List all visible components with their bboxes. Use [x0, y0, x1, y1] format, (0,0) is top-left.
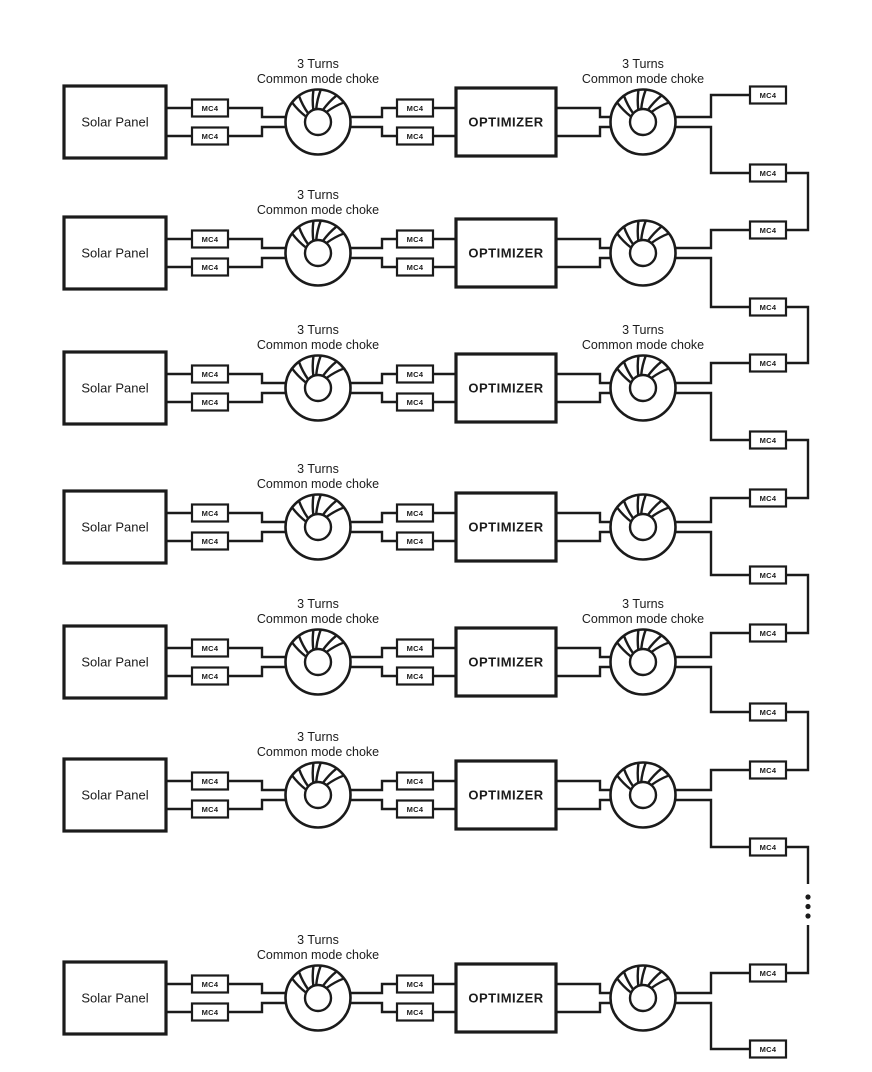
mc4-connector [397, 1004, 433, 1021]
mc4-connector-label: MC4 [201, 132, 219, 141]
mc4-connector-label: MC4 [406, 370, 424, 379]
mc4-connector [192, 231, 228, 248]
choke-winding [313, 90, 314, 110]
mc4-connector [397, 100, 433, 117]
wire-choke-to-bus [672, 95, 750, 117]
mc4-connector [750, 625, 786, 642]
choke-label-turns: 3 Turns [297, 188, 339, 202]
choke-winding [313, 495, 314, 515]
common-mode-choke [611, 356, 676, 421]
common-mode-choke [611, 763, 676, 828]
choke-winding [313, 630, 314, 650]
string-row [64, 57, 750, 173]
mc4-pair-link [786, 173, 808, 230]
mc4-connector-label: MC4 [759, 708, 777, 717]
mc4-connector [397, 231, 433, 248]
common-mode-choke [286, 221, 351, 286]
choke-label-name: Common mode choke [256, 745, 380, 759]
solar-panel-label: Solar Panel [81, 990, 149, 1006]
wire-optimizer-to-choke [556, 258, 614, 267]
wire-choke-to-bus [672, 633, 750, 657]
choke-label-name: Common mode choke [581, 72, 705, 86]
wire-optimizer-to-choke [556, 984, 614, 993]
choke-core-inner-circle [630, 514, 656, 540]
wire-choke-to-bus [672, 800, 750, 847]
mc4-connector [192, 505, 228, 522]
solar-panel-label: Solar Panel [81, 245, 149, 261]
mc4-connector-label: MC4 [406, 777, 424, 786]
optimizer [456, 354, 556, 422]
wire-optimizer-to-choke [556, 532, 614, 541]
common-mode-choke [286, 90, 351, 155]
wire-choke-to-bus [672, 667, 750, 712]
mc4-connector-label: MC4 [406, 104, 424, 113]
mc4-connector [750, 567, 786, 584]
wire-optimizer-to-choke [556, 108, 614, 117]
mc4-pair-link [786, 307, 808, 363]
string-bus [750, 87, 811, 1058]
choke-label-name: Common mode choke [581, 338, 705, 352]
choke-winding [638, 356, 639, 376]
mc4-connector-label: MC4 [759, 969, 777, 978]
mc4-connector-label: MC4 [759, 436, 777, 445]
choke-label-name: Common mode choke [256, 203, 380, 217]
optimizer [456, 493, 556, 561]
choke-core-inner-circle [630, 649, 656, 675]
solar-panel-label: Solar Panel [81, 654, 149, 670]
solar-panel [64, 491, 166, 563]
common-mode-choke [611, 966, 676, 1031]
solar-panel-label: Solar Panel [81, 519, 149, 535]
string-row [64, 188, 750, 307]
mc4-connector-label: MC4 [406, 672, 424, 681]
mc4-connector-label: MC4 [406, 980, 424, 989]
choke-winding [638, 495, 639, 515]
mc4-connector [750, 839, 786, 856]
choke-core-inner-circle [630, 375, 656, 401]
wire-optimizer-to-choke [556, 800, 614, 809]
mc4-connector-label: MC4 [201, 509, 219, 518]
choke-label-name: Common mode choke [256, 338, 380, 352]
wire-choke-to-bus [672, 770, 750, 790]
common-mode-choke [286, 630, 351, 695]
continuation-ellipsis [805, 894, 810, 918]
mc4-connector-label: MC4 [201, 644, 219, 653]
common-mode-choke [286, 495, 351, 560]
ellipsis-dot [805, 904, 810, 909]
mc4-connector [750, 165, 786, 182]
mc4-connector-label: MC4 [759, 359, 777, 368]
mc4-connector-label: MC4 [201, 980, 219, 989]
mc4-connector-label: MC4 [201, 537, 219, 546]
choke-label-turns: 3 Turns [297, 730, 339, 744]
common-mode-choke [611, 221, 676, 286]
mc4-connector [750, 762, 786, 779]
mc4-connector-label: MC4 [759, 494, 777, 503]
mc4-connector [192, 394, 228, 411]
wire-choke-to-bus [672, 1003, 750, 1049]
optimizer-label: OPTIMIZER [468, 654, 544, 670]
choke-core-inner-circle [630, 109, 656, 135]
choke-winding [638, 763, 639, 783]
wire-optimizer-to-choke [556, 513, 614, 522]
common-mode-choke [286, 966, 351, 1031]
mc4-connector-label: MC4 [201, 777, 219, 786]
mc4-connector [192, 801, 228, 818]
mc4-connector [192, 1004, 228, 1021]
mc4-connector [750, 490, 786, 507]
wire-choke-to-bus [672, 363, 750, 383]
mc4-connector [192, 128, 228, 145]
solar-panel [64, 217, 166, 289]
mc4-connector [750, 432, 786, 449]
choke-winding [313, 763, 314, 783]
mc4-connector [192, 773, 228, 790]
mc4-connector [750, 1041, 786, 1058]
choke-winding [638, 966, 639, 986]
choke-core-inner-circle [305, 782, 331, 808]
mc4-connector [750, 87, 786, 104]
mc4-connector [397, 976, 433, 993]
choke-core-inner-circle [630, 782, 656, 808]
mc4-connector-label: MC4 [759, 303, 777, 312]
optimizer-label: OPTIMIZER [468, 245, 544, 261]
choke-label-name: Common mode choke [256, 612, 380, 626]
mc4-connector [750, 355, 786, 372]
optimizer-label: OPTIMIZER [468, 380, 544, 396]
choke-winding [638, 221, 639, 241]
mc4-connector-label: MC4 [759, 629, 777, 638]
mc4-connector [397, 801, 433, 818]
mc4-connector [192, 259, 228, 276]
mc4-connector-label: MC4 [406, 235, 424, 244]
common-mode-choke [286, 356, 351, 421]
choke-winding [313, 966, 314, 986]
mc4-connector-label: MC4 [759, 169, 777, 178]
mc4-connector-label: MC4 [759, 766, 777, 775]
wire-optimizer-to-choke [556, 667, 614, 676]
common-mode-choke [611, 495, 676, 560]
mc4-connector-label: MC4 [201, 263, 219, 272]
mc4-connector-label: MC4 [406, 1008, 424, 1017]
mc4-connector-label: MC4 [759, 1045, 777, 1054]
solar-panel-label: Solar Panel [81, 114, 149, 130]
choke-label-name: Common mode choke [581, 612, 705, 626]
choke-core-inner-circle [305, 375, 331, 401]
mc4-connector [397, 533, 433, 550]
mc4-connector [750, 965, 786, 982]
optimizer-label: OPTIMIZER [468, 519, 544, 535]
optimizer [456, 219, 556, 287]
string-row [64, 462, 750, 575]
wire-choke-to-bus [672, 498, 750, 522]
choke-label-turns: 3 Turns [622, 57, 664, 71]
choke-winding [638, 90, 639, 110]
choke-label-turns: 3 Turns [297, 597, 339, 611]
mc4-connector [750, 299, 786, 316]
choke-label-turns: 3 Turns [297, 933, 339, 947]
mc4-connector [397, 366, 433, 383]
mc4-connector-label: MC4 [406, 398, 424, 407]
mc4-pair-link [786, 440, 808, 498]
choke-label-name: Common mode choke [256, 948, 380, 962]
mc4-connector [397, 505, 433, 522]
wire-choke-to-bus [672, 127, 750, 173]
mc4-connector [192, 640, 228, 657]
solar-panel [64, 759, 166, 831]
ellipsis-dot [805, 894, 810, 899]
wire-choke-to-bus [672, 393, 750, 440]
solar-panel-label: Solar Panel [81, 787, 149, 803]
string-row [64, 597, 750, 712]
common-mode-choke [611, 90, 676, 155]
mc4-connector-label: MC4 [759, 91, 777, 100]
mc4-connector-label: MC4 [759, 843, 777, 852]
wire-optimizer-to-choke [556, 239, 614, 248]
wire-optimizer-to-choke [556, 127, 614, 136]
mc4-connector-label: MC4 [201, 235, 219, 244]
mc4-connector [397, 773, 433, 790]
choke-core-inner-circle [305, 649, 331, 675]
mc4-connector-label: MC4 [759, 571, 777, 580]
mc4-connector [397, 640, 433, 657]
choke-core-inner-circle [305, 240, 331, 266]
choke-core-inner-circle [305, 109, 331, 135]
choke-winding [313, 221, 314, 241]
mc4-pair-link [786, 712, 808, 770]
mc4-connector [397, 668, 433, 685]
optimizer [456, 964, 556, 1032]
optimizer [456, 628, 556, 696]
bus-link-to-ellipsis [786, 847, 808, 884]
string-row [64, 323, 750, 440]
solar-panel [64, 962, 166, 1034]
optimizer [456, 88, 556, 156]
mc4-connector [192, 976, 228, 993]
choke-label-turns: 3 Turns [622, 323, 664, 337]
choke-label-turns: 3 Turns [622, 597, 664, 611]
solar-panel [64, 86, 166, 158]
ellipsis-dot [805, 913, 810, 918]
mc4-connector [750, 222, 786, 239]
mc4-connector [750, 704, 786, 721]
choke-core-inner-circle [305, 514, 331, 540]
choke-label-turns: 3 Turns [297, 57, 339, 71]
mc4-connector-label: MC4 [201, 1008, 219, 1017]
mc4-connector-label: MC4 [406, 537, 424, 546]
wire-optimizer-to-choke [556, 374, 614, 383]
wire-choke-to-bus [672, 258, 750, 307]
mc4-connector-label: MC4 [759, 226, 777, 235]
choke-core-inner-circle [305, 985, 331, 1011]
mc4-connector [192, 366, 228, 383]
string-row [64, 730, 750, 847]
wire-choke-to-bus [672, 230, 750, 248]
choke-label-name: Common mode choke [256, 72, 380, 86]
mc4-connector-label: MC4 [201, 672, 219, 681]
mc4-connector-label: MC4 [406, 509, 424, 518]
rows-layer [64, 57, 750, 1049]
optimizer-label: OPTIMIZER [468, 787, 544, 803]
solar-panel [64, 626, 166, 698]
common-mode-choke [286, 763, 351, 828]
wire-choke-to-bus [672, 973, 750, 993]
choke-label-turns: 3 Turns [297, 323, 339, 337]
wire-optimizer-to-choke [556, 648, 614, 657]
mc4-connector [397, 259, 433, 276]
wire-optimizer-to-choke [556, 1003, 614, 1012]
mc4-connector [192, 533, 228, 550]
mc4-connector [397, 394, 433, 411]
mc4-connector-label: MC4 [201, 398, 219, 407]
mc4-connector [192, 100, 228, 117]
string-row [64, 933, 750, 1049]
choke-label-name: Common mode choke [256, 477, 380, 491]
solar-panel-label: Solar Panel [81, 380, 149, 396]
choke-winding [313, 356, 314, 376]
choke-label-turns: 3 Turns [297, 462, 339, 476]
bus-link-from-ellipsis [786, 925, 808, 973]
common-mode-choke [611, 630, 676, 695]
choke-winding [638, 630, 639, 650]
optimizer [456, 761, 556, 829]
mc4-connector-label: MC4 [406, 644, 424, 653]
mc4-connector-label: MC4 [406, 805, 424, 814]
optimizer-label: OPTIMIZER [468, 114, 544, 130]
wire-optimizer-to-choke [556, 393, 614, 402]
solar-panel [64, 352, 166, 424]
wire-choke-to-bus [672, 532, 750, 575]
mc4-connector-label: MC4 [201, 805, 219, 814]
mc4-pair-link [786, 575, 808, 633]
mc4-connector-label: MC4 [201, 370, 219, 379]
mc4-connector-label: MC4 [201, 104, 219, 113]
mc4-connector-label: MC4 [406, 132, 424, 141]
mc4-connector-label: MC4 [406, 263, 424, 272]
mc4-connector [192, 668, 228, 685]
mc4-connector [397, 128, 433, 145]
choke-core-inner-circle [630, 240, 656, 266]
choke-core-inner-circle [630, 985, 656, 1011]
optimizer-label: OPTIMIZER [468, 990, 544, 1006]
wire-optimizer-to-choke [556, 781, 614, 790]
